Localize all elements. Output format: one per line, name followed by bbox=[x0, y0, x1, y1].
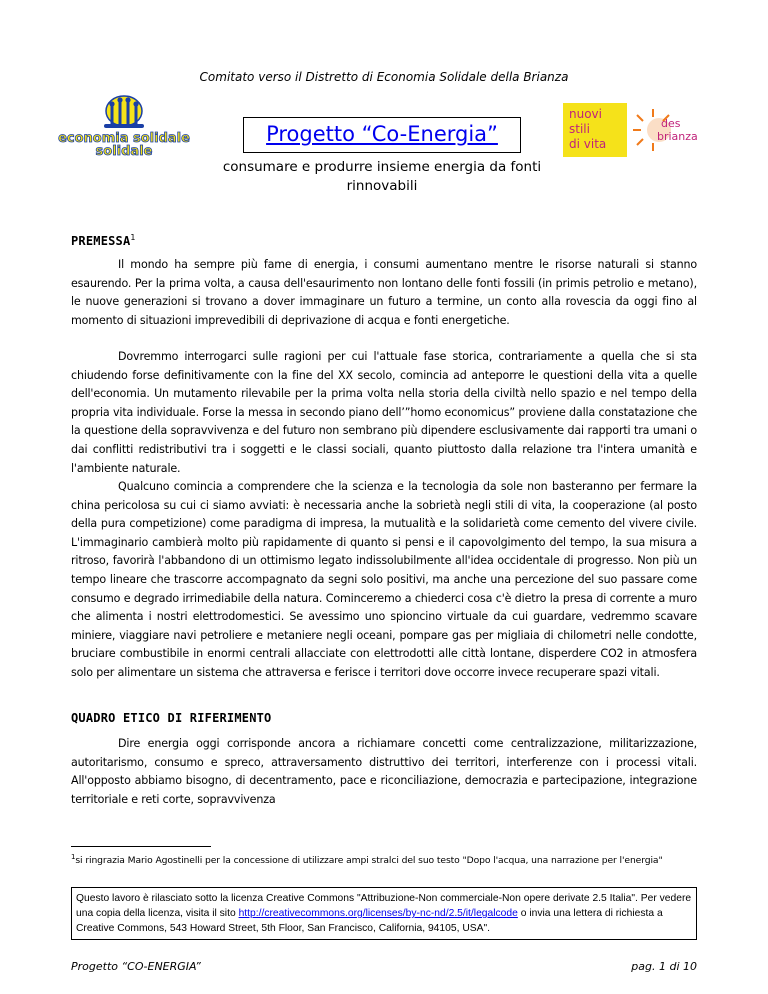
footnote-separator bbox=[71, 846, 211, 847]
nuovi-stili-di-vita-des-brianza-logo bbox=[561, 101, 701, 159]
license-text-before: Questo lavoro è rilasciato sotto la licenza Creative Commons "Attribuzione-Non commerciale-Non opere derivate 2.5 Italia". Per vedere una copia della licenza, visita il sito bbox=[76, 893, 692, 919]
footnote-text: si ringrazia Mario Agostinelli per la concessione di utilizzare ampi stralci del suo testo "Dopo l'acqua, una narrazione per l'energia" bbox=[75, 855, 663, 867]
premessa-paragraph-3: Qualcuno comincia a comprendere che la scienza e la tecnologia da sole non basteranno per fermare la china pericolosa su cui ci siamo avviati: è necessaria anche la sobrietà negli stili di vita, la cooperazione (al posto della pura competizione) come paradigma di impresa, la mutualità e la solidarietà come cemento del vivere civile. L'immaginario cambierà molto più rapidamente di quanto si pensi e il capovolgimento del tempo, la sua misura a ritroso, favorirà l'abbandono di un ottimismo legato indissolubilmente all'idea occidentale di progresso. Non più un tempo lineare che trascorre accompagnato da segni solo positivi, ma anche una percezione del suo passare come consumo e degrado irrimediabile della natura. Cominceremo a chiederci cosa c'è dietro la presa di corrente a muro che alimenta i nostri elettrodomestici. Se avessimo uno spioncino virtuale da cui guardare, vedremmo scavare miniere, viaggiare navi petroliere e metaniere negli oceani, pompare gas per migliaia di chilometri nelle condotte, bruciare combustibile in enormi centrali allacciate con elettrodotti alle città lontane, disperdere CO2 in atmosfera solo per alimentare un sistema che attraversa e ferisce i territori dove occorre invece recuperare spazi vitali. bbox=[71, 480, 697, 679]
logo-line3: di vita bbox=[569, 137, 607, 151]
footer-page-number: pag. 1 di 10 bbox=[631, 960, 697, 973]
logo-line2: stili bbox=[569, 122, 590, 136]
license-text-after: o invia una lettera di richiesta a Creative Commons, 543 Howard Street, 5th Floor, San Francisco, California, 94105, USA". bbox=[76, 908, 663, 934]
footnote-ref: 1 bbox=[130, 233, 136, 242]
quadro-paragraph-1: Dire energia oggi corrisponde ancora a richiamare concetti come centralizzazione, militarizzazione, autoritarismo, consumo e spreco, attraversamento distruttivo dei territori, interferenze con i processi vitali. All'opposto abbiamo bisogno, di decentramento, pace e riconciliazione, democrazia e partecipazione, integrazione territoriale e reti corte, sopravvivenza bbox=[71, 737, 697, 806]
premessa-paragraph-2: Dovremmo interrogarci sulle ragioni per cui l'attuale fase storica, contrariamente a quella che si sta chiudendo forse definitivamente con la fine del XX secolo, comincia ad anteporre le questioni della vita a quelle dell'economia. Un mutamento rilevabile per la prima volta nella storia della civiltà nello spazio e nel tempo della propria vita individuale. Forse la messa in secondo piano dell’”homo economicus” proviene dalla constatazione che la questione della sopravvivenza e del futuro non sembrano più dipendere esclusivamente dai rapporti tra umani o dai conflitti redistributivi tra i soggetti e le classi sociali, quanto piuttosto dalla relazione tra l'intera umanità e l'ambiente naturale. bbox=[71, 350, 697, 475]
logo-des: des bbox=[661, 117, 681, 130]
license-link[interactable]: http://creativecommons.org/licenses/by-nc-nd/2.5/it/legalcode bbox=[238, 908, 518, 919]
section-heading-premessa bbox=[71, 233, 136, 248]
svg-text:solidale: solidale bbox=[95, 144, 153, 159]
committee-header: Comitato verso il Distretto di Economia Solidale della Brianza bbox=[199, 70, 569, 84]
footnote bbox=[71, 851, 697, 868]
logo-line1: nuovi bbox=[569, 107, 602, 121]
logo-brianza: brianza bbox=[657, 130, 698, 143]
project-title: Progetto “Co-Energia” bbox=[243, 117, 521, 153]
project-subtitle: consumare e produrre insieme energia da fonti rinnovabili bbox=[222, 159, 542, 194]
section-heading-quadro-etico: QUADRO ETICO DI RIFERIMENTO bbox=[71, 711, 272, 725]
footnote-number: 1 bbox=[71, 853, 76, 861]
license-box bbox=[71, 887, 697, 940]
premessa-heading-text: PREMESSA bbox=[71, 234, 131, 248]
logo-left-text: economia solidale bbox=[58, 131, 190, 146]
premessa-paragraph-1: Il mondo ha sempre più fame di energia, i consumi aumentano mentre le risorse naturali si stanno esaurendo. Per la prima volta, a causa dell'esaurimento non lontano delle fonti fossili (in primis petrolio e metano), le nuove generazioni si trovano a dover immaginare un futuro a termine, un conto alla rovescia da oggi fino al momento di situazioni imprevedibili di deprivazione di acqua e fonti energetiche. bbox=[71, 258, 697, 327]
footer-project-name: Progetto “CO-ENERGIA” bbox=[71, 960, 201, 973]
economia-solidale-logo bbox=[58, 94, 190, 159]
